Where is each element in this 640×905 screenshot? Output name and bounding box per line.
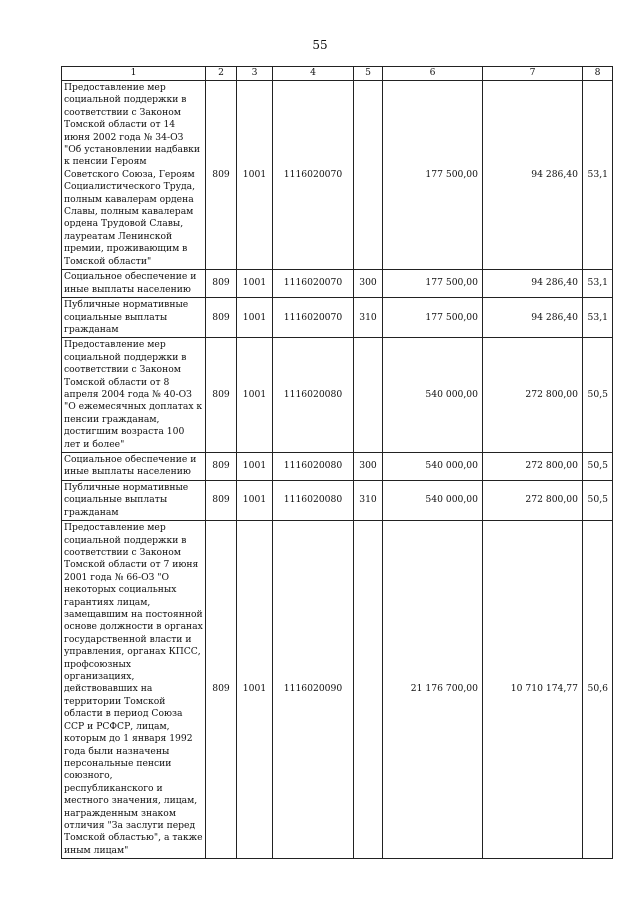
table-row xyxy=(62,81,613,270)
cell-target-code: 1116020080 xyxy=(273,338,354,453)
row-name: Предоставление мер социальной поддержки в соответствии с Законом Томской области от 8 апреля 2004 года № 40-ОЗ "О ежемесячных доплатах к пенсии гражданам, достигшим возраста 100 лет и более" xyxy=(62,338,206,453)
cell-percent: 50,5 xyxy=(583,480,613,520)
cell-planned-amount: 177 500,00 xyxy=(383,81,483,270)
cell-ministry-code: 809 xyxy=(206,81,237,270)
cell-percent: 50,5 xyxy=(583,338,613,453)
row-name: Предоставление мер социальной поддержки в соответствии с Законом Томской области от 7 июня 2001 года № 66-ОЗ "О некоторых социальных гарантиях лицам, замещавшим на постоянной основе должности в органах государственной власти и управления, органах КПСС, профсоюзных организациях, действовавших на территории Томской области в период Союза ССР и РСФСР, лицам, которым до 1 января 1992 года были назначены персональные пенсии союзного, республиканского и местного значения, лицам, награжденным знаком отличия "За заслуги перед Томской областью", а также иным лицам" xyxy=(62,521,206,859)
cell-actual-amount: 272 800,00 xyxy=(483,338,583,453)
cell-expense-type xyxy=(354,81,383,270)
cell-ministry-code: 809 xyxy=(206,298,237,338)
row-name: Предоставление мер социальной поддержки в соответствии с Законом Томской области от 14 июня 2002 года № 34-ОЗ "Об установлении надбавки к пенсии Героям Советского Союза, Героям Социалистического Труда, полным кавалерам ордена Славы, полным кавалерам ордена Трудовой Славы, лауреатам Ленинской премии, проживающим в Томской области" xyxy=(62,81,206,270)
column-header: 6 xyxy=(383,67,483,81)
cell-expense-type: 310 xyxy=(354,298,383,338)
cell-ministry-code: 809 xyxy=(206,452,237,480)
cell-section-code: 1001 xyxy=(237,298,273,338)
row-name: Публичные нормативные социальные выплаты гражданам xyxy=(62,480,206,520)
cell-section-code: 1001 xyxy=(237,480,273,520)
cell-percent: 53,1 xyxy=(583,270,613,298)
cell-target-code: 1116020070 xyxy=(273,298,354,338)
cell-actual-amount: 94 286,40 xyxy=(483,298,583,338)
row-name: Социальное обеспечение и иные выплаты населению xyxy=(62,452,206,480)
cell-actual-amount: 10 710 174,77 xyxy=(483,521,583,859)
cell-actual-amount: 272 800,00 xyxy=(483,480,583,520)
cell-percent: 50,6 xyxy=(583,521,613,859)
cell-planned-amount: 540 000,00 xyxy=(383,480,483,520)
column-header: 3 xyxy=(237,67,273,81)
cell-ministry-code: 809 xyxy=(206,480,237,520)
column-header: 5 xyxy=(354,67,383,81)
row-name: Социальное обеспечение и иные выплаты населению xyxy=(62,270,206,298)
page-number: 55 xyxy=(312,38,328,52)
table-row xyxy=(62,452,613,480)
cell-section-code: 1001 xyxy=(237,521,273,859)
cell-section-code: 1001 xyxy=(237,81,273,270)
cell-target-code: 1116020070 xyxy=(273,81,354,270)
cell-section-code: 1001 xyxy=(237,452,273,480)
table-row xyxy=(62,521,613,859)
cell-percent: 53,1 xyxy=(583,81,613,270)
cell-percent: 53,1 xyxy=(583,298,613,338)
cell-expense-type: 310 xyxy=(354,480,383,520)
cell-actual-amount: 94 286,40 xyxy=(483,81,583,270)
cell-planned-amount: 177 500,00 xyxy=(383,298,483,338)
cell-ministry-code: 809 xyxy=(206,338,237,453)
cell-target-code: 1116020090 xyxy=(273,521,354,859)
cell-percent: 50,5 xyxy=(583,452,613,480)
column-header: 1 xyxy=(62,67,206,81)
cell-planned-amount: 21 176 700,00 xyxy=(383,521,483,859)
table-header-row xyxy=(62,67,613,81)
cell-planned-amount: 177 500,00 xyxy=(383,270,483,298)
cell-target-code: 1116020080 xyxy=(273,452,354,480)
cell-expense-type xyxy=(354,338,383,453)
column-header: 2 xyxy=(206,67,237,81)
cell-actual-amount: 272 800,00 xyxy=(483,452,583,480)
cell-actual-amount: 94 286,40 xyxy=(483,270,583,298)
cell-expense-type xyxy=(354,521,383,859)
cell-ministry-code: 809 xyxy=(206,521,237,859)
cell-planned-amount: 540 000,00 xyxy=(383,338,483,453)
cell-ministry-code: 809 xyxy=(206,270,237,298)
cell-planned-amount: 540 000,00 xyxy=(383,452,483,480)
table-row xyxy=(62,298,613,338)
cell-expense-type: 300 xyxy=(354,270,383,298)
column-header: 8 xyxy=(583,67,613,81)
cell-section-code: 1001 xyxy=(237,338,273,453)
cell-target-code: 1116020080 xyxy=(273,480,354,520)
cell-section-code: 1001 xyxy=(237,270,273,298)
row-name: Публичные нормативные социальные выплаты гражданам xyxy=(62,298,206,338)
column-header: 7 xyxy=(483,67,583,81)
cell-expense-type: 300 xyxy=(354,452,383,480)
table-row xyxy=(62,270,613,298)
column-header: 4 xyxy=(273,67,354,81)
budget-table xyxy=(61,66,613,859)
table-row xyxy=(62,338,613,453)
cell-target-code: 1116020070 xyxy=(273,270,354,298)
table-row xyxy=(62,480,613,520)
